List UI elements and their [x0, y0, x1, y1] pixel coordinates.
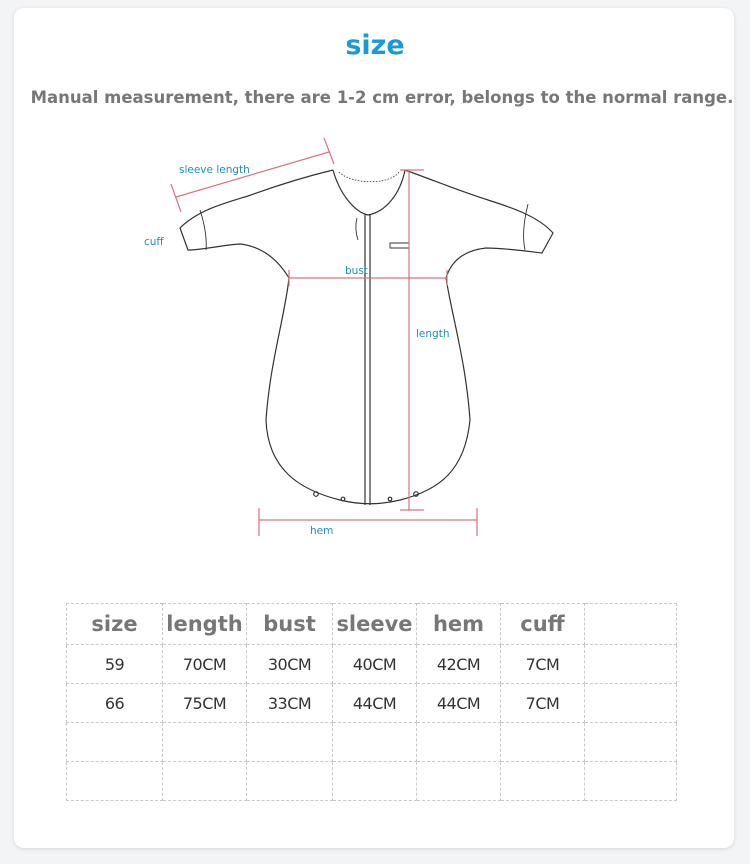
column-header: hem: [417, 604, 501, 645]
table-cell: [585, 684, 677, 723]
table-cell: 42CM: [417, 645, 501, 684]
table-cell: [247, 762, 333, 801]
table-cell: [67, 762, 163, 801]
column-header: cuff: [501, 604, 585, 645]
table-row: [67, 684, 677, 723]
table-cell: 44CM: [417, 684, 501, 723]
column-header: size: [67, 604, 163, 645]
table-cell: 7CM: [501, 684, 585, 723]
length-label: length: [416, 328, 450, 340]
column-header: [585, 604, 677, 645]
size-table-wrap: [66, 603, 677, 801]
table-cell: [417, 762, 501, 801]
table-cell: 40CM: [333, 645, 417, 684]
table-cell: 33CM: [247, 684, 333, 723]
table-cell: 70CM: [163, 645, 247, 684]
measurement-note: Manual measurement, there are 1-2 cm error, belongs to the normal range.: [30, 88, 734, 107]
size-table: [66, 603, 677, 801]
table-cell: [333, 723, 417, 762]
table-cell: [585, 723, 677, 762]
table-cell: [333, 762, 417, 801]
table-row: [67, 723, 677, 762]
column-header: sleeve: [333, 604, 417, 645]
table-cell: 66: [67, 684, 163, 723]
table-cell: [501, 762, 585, 801]
table-cell: [585, 762, 677, 801]
table-cell: [163, 723, 247, 762]
table-cell: 75CM: [163, 684, 247, 723]
table-cell: [417, 723, 501, 762]
table-cell: 44CM: [333, 684, 417, 723]
table-cell: [163, 762, 247, 801]
table-row: [67, 762, 677, 801]
table-header-row: [67, 604, 677, 645]
sleep-sack-outline: [180, 170, 553, 505]
table-cell: 59: [67, 645, 163, 684]
table-cell: [501, 723, 585, 762]
table-cell: [67, 723, 163, 762]
bust-label: bust: [345, 265, 368, 277]
table-cell: [247, 723, 333, 762]
cuff-label: cuff: [144, 236, 164, 248]
table-cell: [585, 645, 677, 684]
table-cell: 30CM: [247, 645, 333, 684]
table-cell: 7CM: [501, 645, 585, 684]
sleeve-length-label: sleeve length: [179, 164, 250, 176]
page-title: size: [345, 30, 405, 61]
column-header: bust: [247, 604, 333, 645]
column-header: length: [163, 604, 247, 645]
hem-label: hem: [310, 525, 334, 537]
table-row: [67, 645, 677, 684]
